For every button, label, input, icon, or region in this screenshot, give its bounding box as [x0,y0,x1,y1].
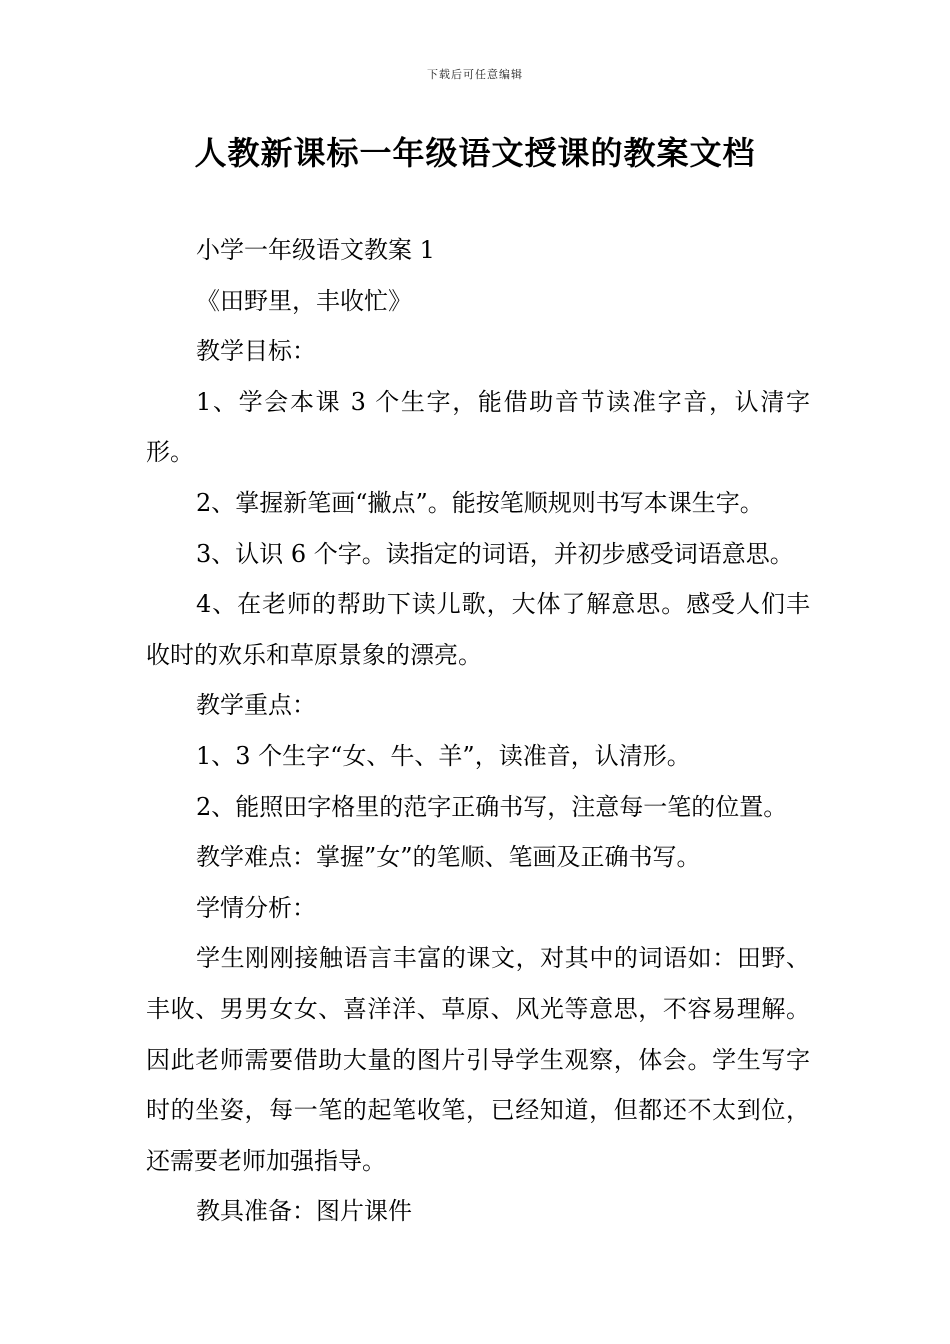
paragraph-objective-2: 2、掌握新笔画“撇点”。能按笔顺规则书写本课生字。 [196,488,764,517]
paragraph-lesson-plan-label: 小学一年级语文教案 1 [196,236,435,264]
paragraph-objectives-heading: 教学目标： [196,337,316,366]
paragraph-key-points-heading: 教学重点： [196,691,316,720]
header-note: 下载后可任意编辑 [427,68,523,81]
paragraph-lesson-title: 《田野里，丰收忙》 [196,286,412,315]
paragraph-objective-3: 3、认识 6 个字。读指定的词语，并初步感受词语意思。 [196,539,794,568]
document-title: 人教新课标一年级语文授课的教案文档 [194,134,756,172]
paragraph-objective-1: 1、学会本课 3 个生字，能借助音节读准字音，认清字形。 [146,387,810,467]
paragraph-materials: 教具准备：图片课件 [196,1197,412,1226]
paragraph-key-point-1: 1、3 个生字“女、牛、羊”，读准音，认清形。 [196,741,691,770]
paragraph-objective-4: 4、在老师的帮助下读儿歌，大体了解意思。感受人们丰收时的欢乐和草原景象的漂亮。 [146,590,810,669]
paragraph-analysis-heading: 学情分析： [196,893,316,922]
paragraph-analysis: 学生刚刚接触语言丰富的课文，对其中的词语如：田野、丰收、男男女女、喜洋洋、草原、风光等意思，不容易理解。因此老师需要借助大量的图片引导学生观察，体会。学生写字时的坐姿，每一笔的起笔收笔，已经知道，但都还不太到位，还需要老师加强指导。 [146,944,810,1175]
paragraph-key-point-2: 2、能照田字格里的范字正确书写，注意每一笔的位置。 [196,792,788,821]
document-body [146,225,810,1237]
paragraph-difficulty: 教学难点：掌握”女”的笔顺、笔画及正确书写。 [196,843,701,872]
